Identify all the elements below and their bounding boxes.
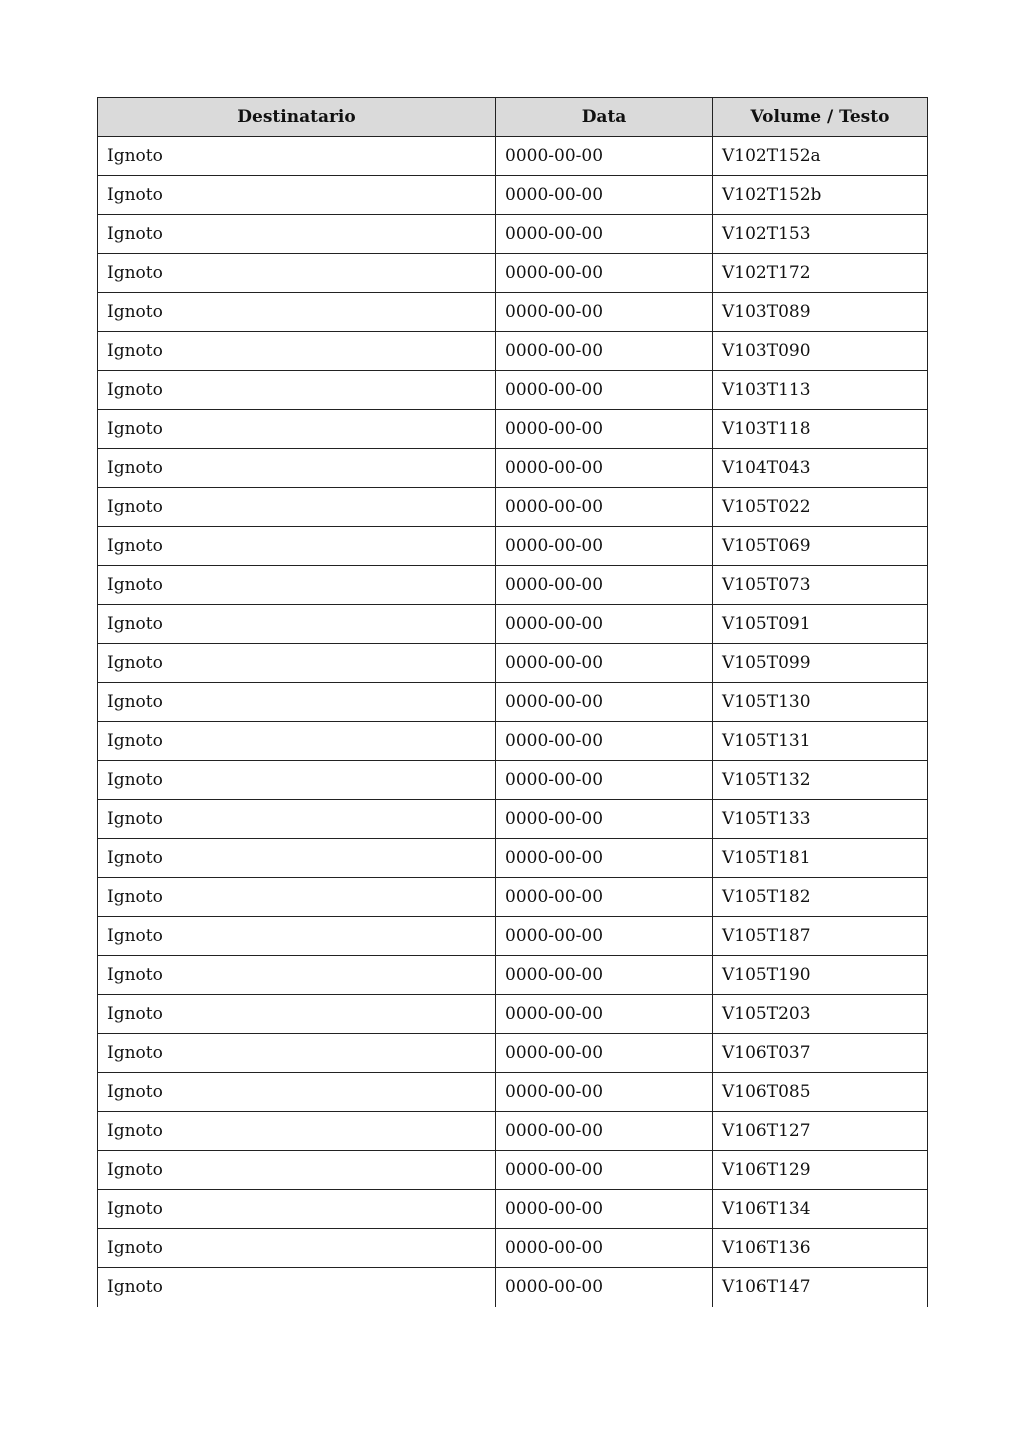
cell-volume-testo: V106T127 xyxy=(713,1112,928,1151)
cell-data: 0000-00-00 xyxy=(496,761,713,800)
table-row xyxy=(98,1151,928,1190)
cell-destinatario: Ignoto xyxy=(98,449,496,488)
cell-destinatario: Ignoto xyxy=(98,1151,496,1190)
table-row xyxy=(98,176,928,215)
cell-volume-testo: V102T172 xyxy=(713,254,928,293)
cell-volume-testo: V105T203 xyxy=(713,995,928,1034)
table-row xyxy=(98,1229,928,1268)
cell-volume-testo: V105T022 xyxy=(713,488,928,527)
cell-volume-testo: V105T131 xyxy=(713,722,928,761)
table-row xyxy=(98,1112,928,1151)
cell-data: 0000-00-00 xyxy=(496,566,713,605)
cell-volume-testo: V105T182 xyxy=(713,878,928,917)
cell-destinatario: Ignoto xyxy=(98,1034,496,1073)
cell-volume-testo: V105T099 xyxy=(713,644,928,683)
table-header-row xyxy=(98,98,928,137)
cell-data: 0000-00-00 xyxy=(496,137,713,176)
table-row xyxy=(98,722,928,761)
cell-data: 0000-00-00 xyxy=(496,917,713,956)
cell-destinatario: Ignoto xyxy=(98,956,496,995)
letters-table xyxy=(97,97,928,1307)
cell-destinatario: Ignoto xyxy=(98,527,496,566)
cell-data: 0000-00-00 xyxy=(496,1190,713,1229)
table-row xyxy=(98,1268,928,1307)
table-row xyxy=(98,527,928,566)
cell-destinatario: Ignoto xyxy=(98,722,496,761)
cell-data: 0000-00-00 xyxy=(496,1112,713,1151)
cell-destinatario: Ignoto xyxy=(98,1112,496,1151)
cell-data: 0000-00-00 xyxy=(496,1268,713,1307)
cell-volume-testo: V106T085 xyxy=(713,1073,928,1112)
table-row xyxy=(98,293,928,332)
table-row xyxy=(98,878,928,917)
cell-destinatario: Ignoto xyxy=(98,254,496,293)
table-row xyxy=(98,254,928,293)
cell-volume-testo: V102T152a xyxy=(713,137,928,176)
cell-destinatario: Ignoto xyxy=(98,761,496,800)
cell-data: 0000-00-00 xyxy=(496,956,713,995)
cell-destinatario: Ignoto xyxy=(98,215,496,254)
table-row xyxy=(98,1190,928,1229)
table-row xyxy=(98,371,928,410)
cell-data: 0000-00-00 xyxy=(496,527,713,566)
cell-data: 0000-00-00 xyxy=(496,215,713,254)
cell-data: 0000-00-00 xyxy=(496,488,713,527)
cell-data: 0000-00-00 xyxy=(496,410,713,449)
cell-destinatario: Ignoto xyxy=(98,137,496,176)
table-row xyxy=(98,917,928,956)
cell-volume-testo: V105T181 xyxy=(713,839,928,878)
cell-data: 0000-00-00 xyxy=(496,839,713,878)
cell-volume-testo: V105T091 xyxy=(713,605,928,644)
cell-volume-testo: V103T113 xyxy=(713,371,928,410)
table-row xyxy=(98,995,928,1034)
cell-data: 0000-00-00 xyxy=(496,371,713,410)
cell-volume-testo: V105T187 xyxy=(713,917,928,956)
cell-data: 0000-00-00 xyxy=(496,722,713,761)
table-row xyxy=(98,644,928,683)
table-row xyxy=(98,137,928,176)
table-row xyxy=(98,605,928,644)
cell-data: 0000-00-00 xyxy=(496,1073,713,1112)
table-row xyxy=(98,761,928,800)
cell-data: 0000-00-00 xyxy=(496,644,713,683)
cell-destinatario: Ignoto xyxy=(98,1073,496,1112)
cell-volume-testo: V102T152b xyxy=(713,176,928,215)
cell-data: 0000-00-00 xyxy=(496,878,713,917)
cell-volume-testo: V106T037 xyxy=(713,1034,928,1073)
cell-volume-testo: V106T129 xyxy=(713,1151,928,1190)
table-row xyxy=(98,410,928,449)
table-row xyxy=(98,1034,928,1073)
cell-destinatario: Ignoto xyxy=(98,839,496,878)
cell-destinatario: Ignoto xyxy=(98,1268,496,1307)
cell-volume-testo: V105T130 xyxy=(713,683,928,722)
cell-data: 0000-00-00 xyxy=(496,332,713,371)
table-row xyxy=(98,332,928,371)
table-row xyxy=(98,449,928,488)
table-row xyxy=(98,800,928,839)
cell-data: 0000-00-00 xyxy=(496,605,713,644)
cell-destinatario: Ignoto xyxy=(98,995,496,1034)
column-header-data: Data xyxy=(496,98,713,137)
cell-destinatario: Ignoto xyxy=(98,683,496,722)
cell-volume-testo: V102T153 xyxy=(713,215,928,254)
cell-destinatario: Ignoto xyxy=(98,488,496,527)
cell-destinatario: Ignoto xyxy=(98,800,496,839)
cell-volume-testo: V106T136 xyxy=(713,1229,928,1268)
cell-destinatario: Ignoto xyxy=(98,917,496,956)
cell-volume-testo: V105T133 xyxy=(713,800,928,839)
cell-destinatario: Ignoto xyxy=(98,878,496,917)
cell-destinatario: Ignoto xyxy=(98,176,496,215)
cell-volume-testo: V106T147 xyxy=(713,1268,928,1307)
cell-volume-testo: V105T069 xyxy=(713,527,928,566)
cell-volume-testo: V103T090 xyxy=(713,332,928,371)
cell-data: 0000-00-00 xyxy=(496,449,713,488)
table-row xyxy=(98,683,928,722)
cell-volume-testo: V106T134 xyxy=(713,1190,928,1229)
cell-destinatario: Ignoto xyxy=(98,332,496,371)
column-header-volume-testo: Volume / Testo xyxy=(713,98,928,137)
column-header-destinatario: Destinatario xyxy=(98,98,496,137)
table-row xyxy=(98,1073,928,1112)
cell-destinatario: Ignoto xyxy=(98,605,496,644)
cell-destinatario: Ignoto xyxy=(98,371,496,410)
table-row xyxy=(98,488,928,527)
cell-data: 0000-00-00 xyxy=(496,254,713,293)
cell-data: 0000-00-00 xyxy=(496,293,713,332)
cell-destinatario: Ignoto xyxy=(98,1229,496,1268)
cell-volume-testo: V104T043 xyxy=(713,449,928,488)
cell-data: 0000-00-00 xyxy=(496,176,713,215)
table-row xyxy=(98,956,928,995)
cell-volume-testo: V105T132 xyxy=(713,761,928,800)
cell-volume-testo: V103T089 xyxy=(713,293,928,332)
cell-volume-testo: V105T073 xyxy=(713,566,928,605)
cell-volume-testo: V103T118 xyxy=(713,410,928,449)
cell-volume-testo: V105T190 xyxy=(713,956,928,995)
cell-destinatario: Ignoto xyxy=(98,644,496,683)
table-row xyxy=(98,839,928,878)
cell-destinatario: Ignoto xyxy=(98,1190,496,1229)
cell-data: 0000-00-00 xyxy=(496,800,713,839)
cell-destinatario: Ignoto xyxy=(98,410,496,449)
cell-data: 0000-00-00 xyxy=(496,1229,713,1268)
cell-data: 0000-00-00 xyxy=(496,1034,713,1073)
cell-destinatario: Ignoto xyxy=(98,293,496,332)
cell-data: 0000-00-00 xyxy=(496,1151,713,1190)
cell-data: 0000-00-00 xyxy=(496,683,713,722)
table-row xyxy=(98,566,928,605)
table-row xyxy=(98,215,928,254)
cell-destinatario: Ignoto xyxy=(98,566,496,605)
table-body xyxy=(98,137,928,1307)
cell-data: 0000-00-00 xyxy=(496,995,713,1034)
